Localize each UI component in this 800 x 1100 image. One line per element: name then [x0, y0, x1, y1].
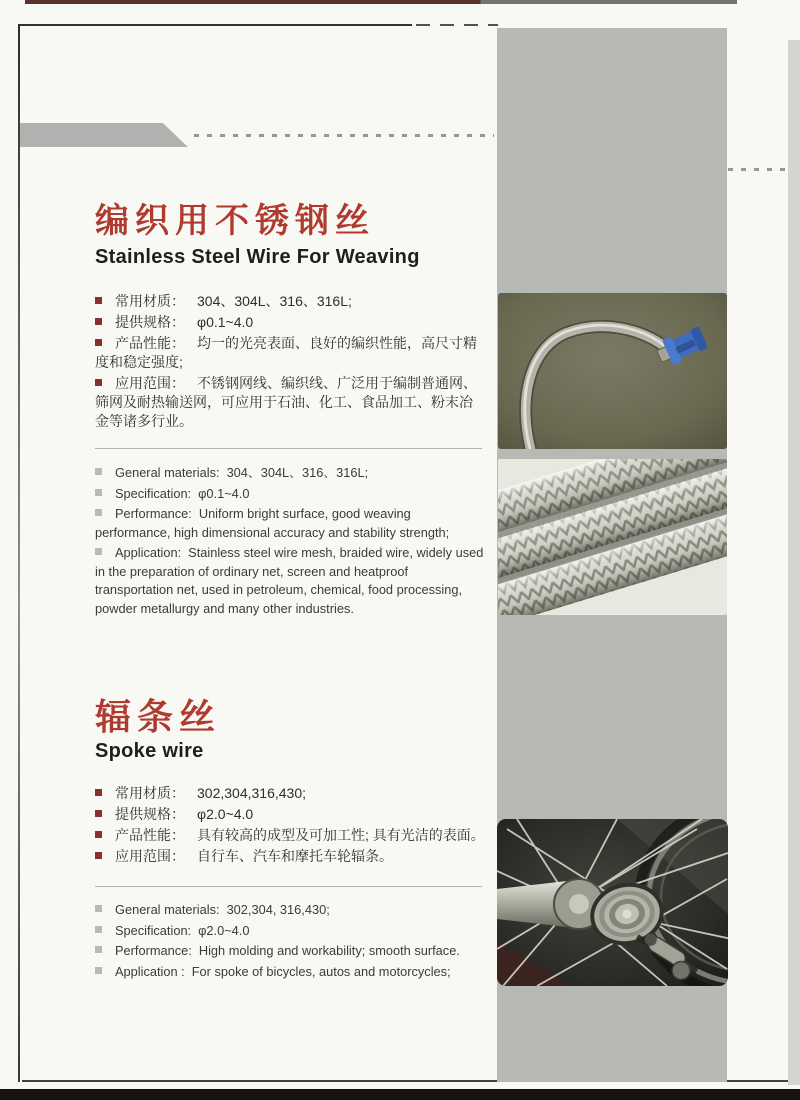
bullet-square-icon	[95, 946, 102, 953]
bullet-square-icon	[95, 926, 102, 933]
spec-text: 自行车、汽车和摩托车轮辐条。	[197, 848, 393, 864]
spec-label: 产品性能：	[115, 335, 185, 351]
spec-label: Application:	[115, 545, 182, 560]
section2-title-cn: 辐条丝	[95, 696, 222, 737]
spec-item	[95, 826, 485, 845]
spec-item	[95, 901, 485, 920]
spec-item	[95, 505, 485, 542]
bullet-square-icon	[95, 831, 102, 838]
spec-text: Uniform bright surface, good weaving performance, high dimensional accuracy and stability strength;	[95, 506, 450, 540]
bullet-square-icon	[95, 379, 102, 386]
spec-label: Specification:	[115, 922, 192, 938]
spec-text: φ0.1~4.0	[198, 485, 250, 501]
spec-label: General materials:	[115, 902, 220, 917]
bullet-square-icon	[95, 548, 102, 555]
spec-text: φ2.0~4.0	[198, 922, 250, 938]
page-frame-top-line	[20, 24, 412, 26]
bullet-square-icon	[95, 339, 102, 346]
spec-item	[95, 784, 485, 803]
spec-label: 提供规格：	[115, 314, 185, 330]
spec-text: 304、304L、316、316L;	[226, 465, 369, 480]
spec-label: 应用范围：	[115, 848, 185, 864]
dotted-line-left	[194, 134, 494, 137]
spec-item	[95, 313, 485, 332]
scan-bottom-bar	[0, 1089, 800, 1100]
bullet-square-icon	[95, 489, 102, 496]
photo-braided-hose-with-blue-fitting	[498, 293, 727, 449]
spec-item	[95, 805, 485, 824]
page-frame-left-line	[18, 24, 20, 1082]
spec-item	[95, 374, 485, 431]
section-divider	[95, 886, 482, 887]
spec-item	[95, 942, 485, 961]
spec-label: 常用材质：	[115, 293, 185, 309]
section2-specs-en	[95, 901, 485, 983]
spec-item	[95, 544, 485, 618]
spec-text: 302,304,316,430;	[197, 785, 306, 801]
spec-item	[95, 292, 485, 311]
gray-trapezoid-accent	[20, 123, 188, 147]
spec-item	[95, 485, 485, 504]
spec-text: φ0.1~4.0	[197, 314, 254, 330]
bullet-square-icon	[95, 967, 102, 974]
section1-specs-cn	[95, 292, 485, 433]
section1-title-en: Stainless Steel Wire For Weaving	[95, 246, 420, 268]
wheel-hub-illustration	[497, 819, 728, 986]
spec-item	[95, 963, 485, 982]
bullet-square-icon	[95, 318, 102, 325]
spec-label: 应用范围：	[115, 375, 185, 391]
spec-label: Specification:	[115, 485, 192, 501]
spec-text: φ2.0~4.0	[197, 806, 254, 822]
hose-photo-illustration	[498, 293, 727, 449]
page-frame-top-dashes	[416, 24, 498, 26]
spec-text: For spoke of bicycles, autos and motorcycles;	[191, 963, 451, 979]
spec-text: Stainless steel wire mesh, braided wire, widely used in the preparation of ordinary net, screen and heatproof transportation net, used in petroleum, chemical, food processing, powder metallurgy and many other industries.	[95, 545, 484, 616]
bullet-square-icon	[95, 297, 102, 304]
spec-text: 具有较高的成型及可加工性; 具有光洁的表面。	[197, 827, 485, 843]
spec-text: 不锈钢网线、编织线、广泛用于编制普通网、筛网及耐热输送网，可应用于石油、化工、食品加工、粉末冶金等诸多行业。	[95, 375, 477, 429]
spec-text: High molding and workability; smooth surface.	[198, 943, 460, 958]
spec-label: Application :	[115, 963, 185, 979]
spec-label: General materials:	[115, 465, 220, 480]
photo-braided-hose-closeup	[498, 459, 727, 615]
bullet-square-icon	[95, 810, 102, 817]
spec-item	[95, 464, 485, 483]
braid-closeup-illustration	[498, 459, 727, 615]
spec-text: 均一的光亮表面、良好的编织性能，高尺寸精度和稳定强度;	[95, 335, 477, 370]
spec-label: Performance:	[115, 506, 192, 521]
bullet-square-icon	[95, 789, 102, 796]
page-top-edge-line	[25, 0, 737, 4]
bullet-square-icon	[95, 509, 102, 516]
photo-bicycle-wheel-hub	[497, 819, 728, 986]
spec-item	[95, 334, 485, 372]
spec-text: 304、304L、316、316L;	[197, 293, 352, 309]
bullet-square-icon	[95, 852, 102, 859]
section2-title-en: Spoke wire	[95, 740, 204, 762]
bullet-square-icon	[95, 468, 102, 475]
section-divider	[95, 448, 482, 449]
section1-specs-en	[95, 464, 485, 620]
spec-text: 302,304, 316,430;	[226, 902, 330, 917]
dotted-line-right	[728, 168, 792, 171]
spec-item	[95, 922, 485, 941]
spec-label: 常用材质：	[115, 785, 185, 801]
scan-right-margin	[788, 40, 800, 1085]
spec-label: 提供规格：	[115, 806, 185, 822]
bullet-square-icon	[95, 905, 102, 912]
spec-label: 产品性能：	[115, 827, 185, 843]
section1-title-cn: 编织用不锈钢丝	[95, 202, 375, 240]
spec-label: Performance:	[115, 943, 192, 958]
section2-specs-cn	[95, 784, 485, 868]
spec-item	[95, 847, 485, 866]
